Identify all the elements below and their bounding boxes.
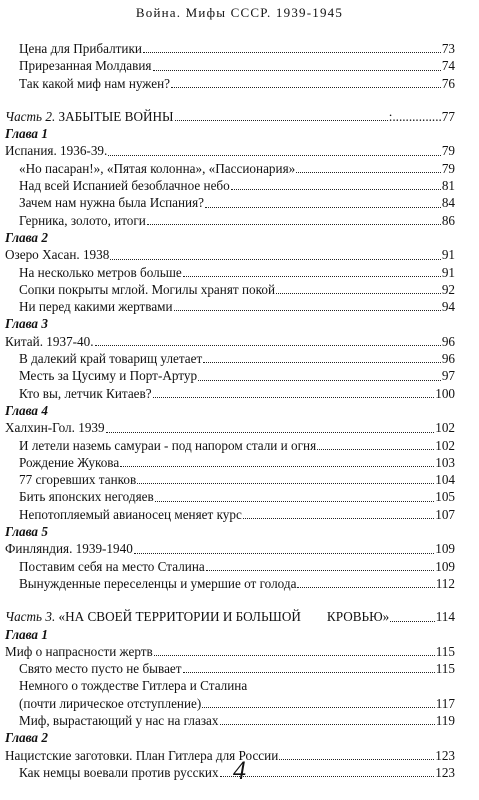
dot-leader	[297, 587, 434, 588]
toc-entry[interactable]	[5, 160, 455, 177]
dot-leader	[108, 155, 440, 156]
toc-entry[interactable]	[5, 540, 455, 557]
entry-page-number: 119	[435, 712, 455, 728]
toc-entry[interactable]	[5, 142, 455, 159]
entry-title: Зачем нам нужна была Испания?	[19, 195, 205, 211]
entry-page-number: 102	[435, 420, 455, 436]
entry-page-number: 96	[441, 351, 455, 367]
entry-page-number: 112	[435, 575, 455, 591]
entry-page-number: 109	[435, 541, 455, 557]
entry-title: Финляндия. 1939-1940	[5, 541, 133, 557]
chapter-heading: Глава 2	[5, 229, 48, 245]
toc-part-entry[interactable]	[5, 108, 455, 125]
entry-page-number: 79	[441, 160, 455, 176]
dot-leader	[154, 655, 435, 656]
toc-entry[interactable]	[5, 712, 455, 729]
dot-leader	[153, 70, 441, 71]
entry-title: Испания. 1936-39.	[5, 143, 108, 159]
entry-page-number: 100	[435, 385, 455, 401]
entry-page-number: 115	[435, 661, 455, 677]
toc-part-entry[interactable]	[5, 608, 455, 625]
entry-page-number: 107	[435, 506, 455, 522]
entry-page-number: 114	[435, 609, 455, 625]
entry-page-number: :...............77	[388, 108, 455, 124]
dot-leader	[106, 432, 435, 433]
toc-entry[interactable]	[5, 385, 455, 402]
chapter-heading: Глава 3	[5, 316, 48, 332]
entry-title: Ни перед какими жертвами	[19, 299, 173, 315]
dot-leader	[296, 172, 441, 173]
entry-page-number: 96	[441, 333, 455, 349]
part-name-continued: КРОВЬЮ»	[326, 609, 390, 625]
table-of-contents	[5, 40, 455, 781]
chapter-heading: Глава 5	[5, 524, 48, 540]
running-header: Война. Мифы СССР. 1939-1945	[135, 5, 344, 20]
dot-leader	[147, 224, 441, 225]
section-gap	[5, 92, 455, 108]
entry-title: Бить японских негодяев	[19, 489, 154, 505]
toc-entry[interactable]	[5, 246, 455, 263]
entry-page-number: 91	[441, 264, 455, 280]
part-title	[5, 108, 174, 125]
part-title	[5, 608, 389, 625]
dot-leader	[202, 707, 434, 708]
toc-entry[interactable]	[5, 333, 455, 350]
toc-entry[interactable]	[5, 367, 455, 384]
entry-title: Миф о напрасности жертв	[5, 643, 153, 659]
entry-page-number: 76	[441, 75, 455, 91]
dot-leader	[171, 87, 441, 88]
entry-title: Миф, вырастающий у нас на глазах	[19, 712, 219, 728]
entry-title: 77 сгоревших танков	[19, 472, 137, 488]
entry-page-number: 105	[435, 489, 455, 505]
entry-title: Непотопляемый авианосец меняет курс	[19, 506, 242, 522]
toc-entry[interactable]	[5, 75, 455, 92]
toc-entry[interactable]	[5, 437, 455, 454]
entry-title: Месть за Цусиму и Порт-Артур	[19, 368, 198, 384]
entry-title: Озеро Хасан. 1938	[5, 247, 110, 263]
toc-entry[interactable]	[5, 194, 455, 211]
toc-entry[interactable]	[5, 57, 455, 74]
dot-leader	[143, 52, 441, 53]
dot-leader	[134, 553, 434, 554]
entry-title: Рождение Жукова	[19, 454, 120, 470]
dot-leader	[137, 483, 434, 484]
entry-title: На несколько метров больше	[19, 264, 182, 280]
toc-entry[interactable]	[5, 40, 455, 57]
page-number: 4	[233, 756, 246, 785]
chapter-heading: Глава 1	[5, 126, 48, 142]
entry-title: Герника, золото, итоги	[19, 212, 146, 228]
part-name: ЗАБЫТЫЕ ВОЙНЫ	[58, 108, 174, 124]
entry-page-number: 79	[441, 143, 455, 159]
entry-title: Халхин-Гол. 1939	[5, 420, 105, 436]
dot-leader	[220, 724, 435, 725]
entry-page-number: 123	[435, 764, 455, 780]
entry-page-number: 97	[441, 368, 455, 384]
entry-title: Прирезанная Молдавия	[19, 58, 152, 74]
toc-entry[interactable]	[5, 488, 455, 505]
dot-leader	[206, 570, 434, 571]
dot-leader	[205, 207, 441, 208]
entry-title: (почти лирическое отступление)	[19, 695, 202, 711]
part-label: Часть 3.	[5, 609, 56, 625]
entry-page-number: 94	[441, 299, 455, 315]
dot-leader	[231, 189, 441, 190]
toc-entry[interactable]	[5, 212, 455, 229]
entry-title: Так какой миф нам нужен?	[19, 75, 171, 91]
entry-page-number: 84	[441, 195, 455, 211]
entry-title: Нацистские заготовки. План Гитлера для России	[5, 747, 279, 763]
toc-entry[interactable]	[5, 177, 455, 194]
entry-page-number: 123	[435, 747, 455, 763]
toc-entry[interactable]	[5, 695, 455, 712]
entry-page-number: 109	[435, 558, 455, 574]
dot-leader	[153, 397, 435, 398]
entry-title: Цена для Прибалтики	[19, 41, 142, 56]
entry-page-number: 91	[441, 247, 455, 263]
entry-page-number: 104	[435, 472, 455, 488]
dot-leader	[203, 362, 441, 363]
toc-entry[interactable]	[5, 419, 455, 436]
dot-leader	[175, 120, 388, 121]
entry-title: И летели наземь самураи - под напором стали и огня	[19, 437, 317, 453]
part-name: «НА СВОЕЙ ТЕРРИТОРИИ И БОЛЬШОЙ	[58, 609, 301, 625]
dot-leader	[110, 259, 440, 260]
toc-entry[interactable]	[5, 677, 455, 694]
entry-title: «Но пасаран!», «Пятая колонна», «Пассионария»	[19, 160, 296, 176]
toc-entry[interactable]	[5, 281, 455, 298]
entry-page-number: 117	[435, 695, 455, 711]
dot-leader	[276, 293, 441, 294]
entry-page-number: 74	[441, 58, 455, 74]
entry-page-number: 115	[435, 643, 455, 659]
toc-entry[interactable]	[5, 454, 455, 471]
toc-entry[interactable]	[5, 471, 455, 488]
entry-title: Свято место пусто не бывает	[19, 661, 182, 677]
entry-page-number: 81	[441, 178, 455, 194]
toc-entry[interactable]	[5, 350, 455, 367]
dot-leader	[183, 276, 441, 277]
section-gap	[5, 592, 455, 608]
entry-page-number: 92	[441, 281, 455, 297]
dot-leader	[183, 672, 435, 673]
toc-entry[interactable]	[5, 558, 455, 575]
entry-title: Поставим себя на место Сталина	[19, 558, 205, 574]
entry-page-number: 73	[441, 41, 455, 56]
dot-leader	[317, 449, 434, 450]
toc-entry[interactable]	[5, 660, 455, 677]
toc-entry[interactable]	[5, 506, 455, 523]
dot-leader	[174, 310, 441, 311]
dot-leader	[198, 380, 441, 381]
dot-leader	[120, 466, 434, 467]
part-label: Часть 2.	[5, 108, 56, 124]
entry-title: Сопки покрыты мглой. Могилы хранят покой	[19, 281, 276, 297]
entry-title: В далекий край товарищ улетает	[19, 351, 203, 367]
entry-title: Как немцы воевали против русских	[19, 764, 219, 780]
entry-title: Немного о тождестве Гитлера и Сталина	[19, 678, 248, 694]
entry-page-number: 86	[441, 212, 455, 228]
entry-title: Китай. 1937-40.	[5, 333, 94, 349]
chapter-heading: Глава 4	[5, 402, 48, 418]
dot-leader	[155, 501, 434, 502]
entry-title: Над всей Испанией безоблачное небо	[19, 178, 230, 194]
dot-leader	[243, 518, 434, 519]
toc-entry[interactable]	[5, 298, 455, 315]
chapter-heading: Глава 2	[5, 730, 48, 746]
entry-page-number: 102	[435, 437, 455, 453]
toc-entry[interactable]	[5, 264, 455, 281]
toc-entry[interactable]	[5, 575, 455, 592]
entry-page-number: 103	[435, 454, 455, 470]
entry-title: Вынужденные переселенцы и умершие от голода	[19, 575, 297, 591]
chapter-heading: Глава 1	[5, 626, 48, 642]
dot-leader	[95, 345, 441, 346]
dot-leader	[390, 621, 434, 622]
entry-title: Кто вы, летчик Китаев?	[19, 385, 152, 401]
toc-entry[interactable]	[5, 643, 455, 660]
